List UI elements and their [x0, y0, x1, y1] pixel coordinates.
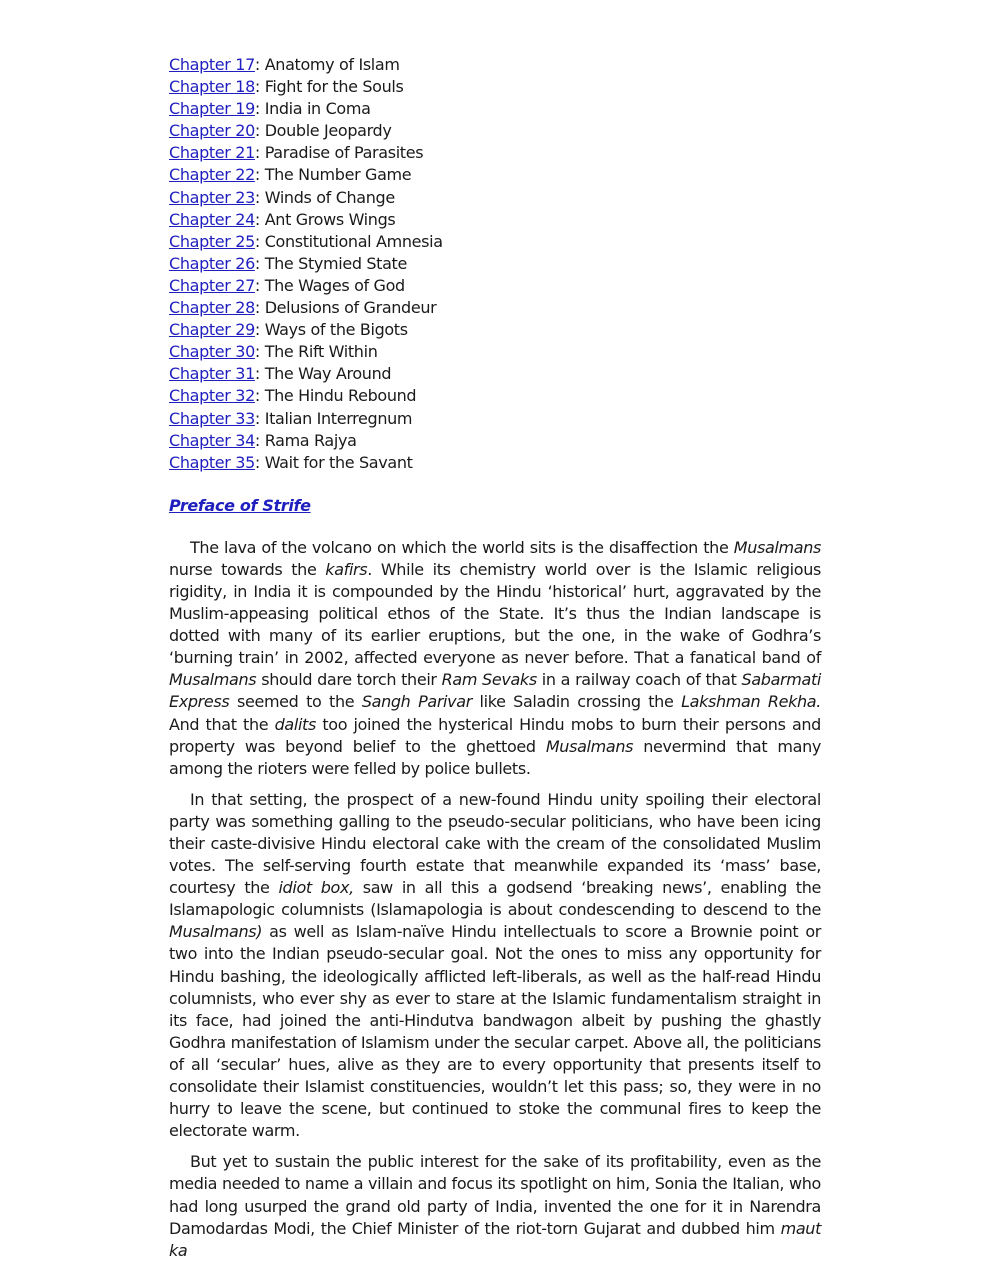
chapter-title: : The Wages of God [254, 275, 405, 295]
toc-item [169, 275, 821, 297]
chapter-title: : Wait for the Savant [254, 452, 413, 472]
toc-item [169, 164, 821, 186]
text-run: nevermind that many among the rioters were felled by police bullets. [169, 736, 821, 778]
italic-text: idiot box, [278, 878, 354, 898]
chapter-title: : The Stymied State [254, 253, 407, 273]
italic-text: Lakshman Rekha. [681, 692, 821, 712]
text-run: . While its chemistry world over is the Islamic religious rigidity, in India it is compounded by the Hindu ‘historical’ hurt, aggravated by the Muslim-appeasing political ethos of the State. It’s thus the Indian landscape is dotted with many of its earlier eruptions, but the one, in the wake of Godhra’s ‘burning train’ in 2002, affected everyone as never before. That a fanatical band of [169, 559, 821, 668]
chapter-title: : Ways of the Bigots [254, 320, 408, 340]
toc-item [169, 363, 821, 385]
text-run: should dare torch their [256, 670, 442, 690]
chapter-link[interactable]: Chapter 20 [169, 121, 255, 141]
chapter-title: : The Way Around [254, 364, 392, 384]
chapter-title: : Fight for the Souls [254, 77, 404, 97]
text-run: In that setting, the prospect of a new-found Hindu unity spoiling their electoral party was something galling to the pseudo-secular politicians, who have been icing their caste-divisive Hindu electoral cake with the cream of the consolidated Muslim votes. The self-serving fourth estate that meanwhile expanded its ‘mass’ base, courtesy the [169, 789, 821, 898]
toc-item [169, 452, 821, 474]
chapter-title: : Constitutional Amnesia [254, 231, 443, 251]
italic-text: Sabarmati Express [169, 670, 821, 712]
chapter-link[interactable]: Chapter 17 [169, 55, 255, 74]
chapter-link[interactable]: Chapter 33 [169, 408, 255, 428]
text-run: And that the [169, 714, 275, 734]
chapter-title: : Rama Rajya [254, 430, 357, 450]
text-run: seemed to the [229, 692, 362, 712]
toc-item [169, 209, 821, 231]
text-run: like Saladin crossing the [471, 692, 682, 712]
italic-text: Musalmans) [169, 922, 263, 942]
toc-item [169, 98, 821, 120]
text-run: nurse towards the [169, 559, 326, 579]
toc-item [169, 253, 821, 275]
chapter-title: : India in Coma [254, 99, 371, 119]
italic-text: Musalmans [733, 537, 821, 557]
chapter-title: : Italian Interregnum [254, 408, 413, 428]
chapter-link[interactable]: Chapter 29 [169, 320, 255, 340]
text-run: But yet to sustain the public interest for the sake of its profitability, even as the media needed to name a villain and focus its spotlight on him, Sonia the Italian, who had long usurped the grand old party of India, invented the one for it in Narendra Damodardas Modi, the Chief Minister of the riot-torn Gujarat and dubbed him [169, 1152, 821, 1238]
chapter-link[interactable]: Chapter 19 [169, 99, 255, 119]
chapter-link[interactable]: Chapter 35 [169, 452, 255, 472]
chapter-title: : Winds of Change [254, 187, 395, 207]
table-of-contents [169, 54, 821, 474]
text-run: The lava of the volcano on which the world sits is the disaffection the [190, 537, 734, 557]
toc-item [169, 341, 821, 363]
chapter-link[interactable]: Chapter 26 [169, 253, 255, 273]
toc-item [169, 408, 821, 430]
text-run: as well as Islam-naïve Hindu intellectuals to score a Brownie point or two into the Indian pseudo-secular goal. Not the ones to miss any opportunity for Hindu bashing, the ideologically afflicted left-liberals, as well as the half-read Hindu columnists, who ever shy as ever to stare at the Islamic fundamentalism straight in its face, had joined the anti-Hindutva bandwagon albeit by pushing the ghastly Godhra manifestation of Islamism under the secular carpet. Above all, the politicians of all ‘secular’ hues, alive as they are to every opportunity that presents itself to consolidate their Islamist constituencies, wouldn’t let this pass; so, they were in no hurry to leave the scene, but continued to stoke the communal fires to keep the electorate warm. [169, 922, 821, 1141]
italic-text: maut ka [169, 1218, 821, 1260]
chapter-link[interactable]: Chapter 18 [169, 77, 255, 97]
chapter-title: : Double Jeopardy [254, 121, 392, 141]
italic-text: dalits [274, 714, 316, 734]
italic-text: Sangh Parivar [361, 692, 472, 712]
text-run: saw in all this a godsend ‘breaking news’, enabling the Islamapologic columnists (Islamapologia is about condescending to descend to the [169, 878, 821, 920]
toc-item [169, 231, 821, 253]
body-paragraph-1 [169, 537, 821, 780]
chapter-link[interactable]: Chapter 27 [169, 275, 255, 295]
chapter-title: : Paradise of Parasites [254, 143, 424, 163]
chapter-title: : Anatomy of Islam [254, 55, 400, 74]
italic-text: Musalmans [169, 670, 257, 690]
body-paragraph-3 [169, 1151, 821, 1261]
toc-item [169, 430, 821, 452]
toc-item [169, 54, 821, 76]
chapter-link[interactable]: Chapter 28 [169, 298, 255, 318]
italic-text: Ram Sevaks [441, 670, 537, 690]
chapter-title: : The Number Game [254, 165, 412, 185]
chapter-title: : The Hindu Rebound [254, 386, 417, 406]
document-page [169, 54, 821, 1262]
chapter-link[interactable]: Chapter 21 [169, 143, 255, 163]
chapter-link[interactable]: Chapter 30 [169, 342, 255, 362]
toc-item [169, 76, 821, 98]
chapter-link[interactable]: Chapter 32 [169, 386, 255, 406]
chapter-link[interactable]: Chapter 24 [169, 209, 255, 229]
toc-item [169, 142, 821, 164]
preface-heading-link[interactable]: Preface of Strife [169, 495, 311, 515]
toc-item [169, 297, 821, 319]
chapter-link[interactable]: Chapter 31 [169, 364, 255, 384]
toc-item [169, 385, 821, 407]
text-run: too joined the hysterical Hindu mobs to burn their persons and property was beyond belief to the ghettoed [169, 714, 821, 756]
italic-text: kafirs [325, 559, 368, 579]
body-paragraph-2 [169, 789, 821, 1143]
chapter-title: : The Rift Within [254, 342, 378, 362]
text-run: in a railway coach of that [536, 670, 742, 690]
toc-item [169, 187, 821, 209]
chapter-link[interactable]: Chapter 25 [169, 231, 255, 251]
chapter-link[interactable]: Chapter 23 [169, 187, 255, 207]
toc-item [169, 120, 821, 142]
toc-item [169, 319, 821, 341]
chapter-title: : Ant Grows Wings [254, 209, 396, 229]
italic-text: Musalmans [545, 736, 634, 756]
chapter-link[interactable]: Chapter 34 [169, 430, 255, 450]
chapter-title: : Delusions of Grandeur [254, 298, 437, 318]
chapter-link[interactable]: Chapter 22 [169, 165, 255, 185]
